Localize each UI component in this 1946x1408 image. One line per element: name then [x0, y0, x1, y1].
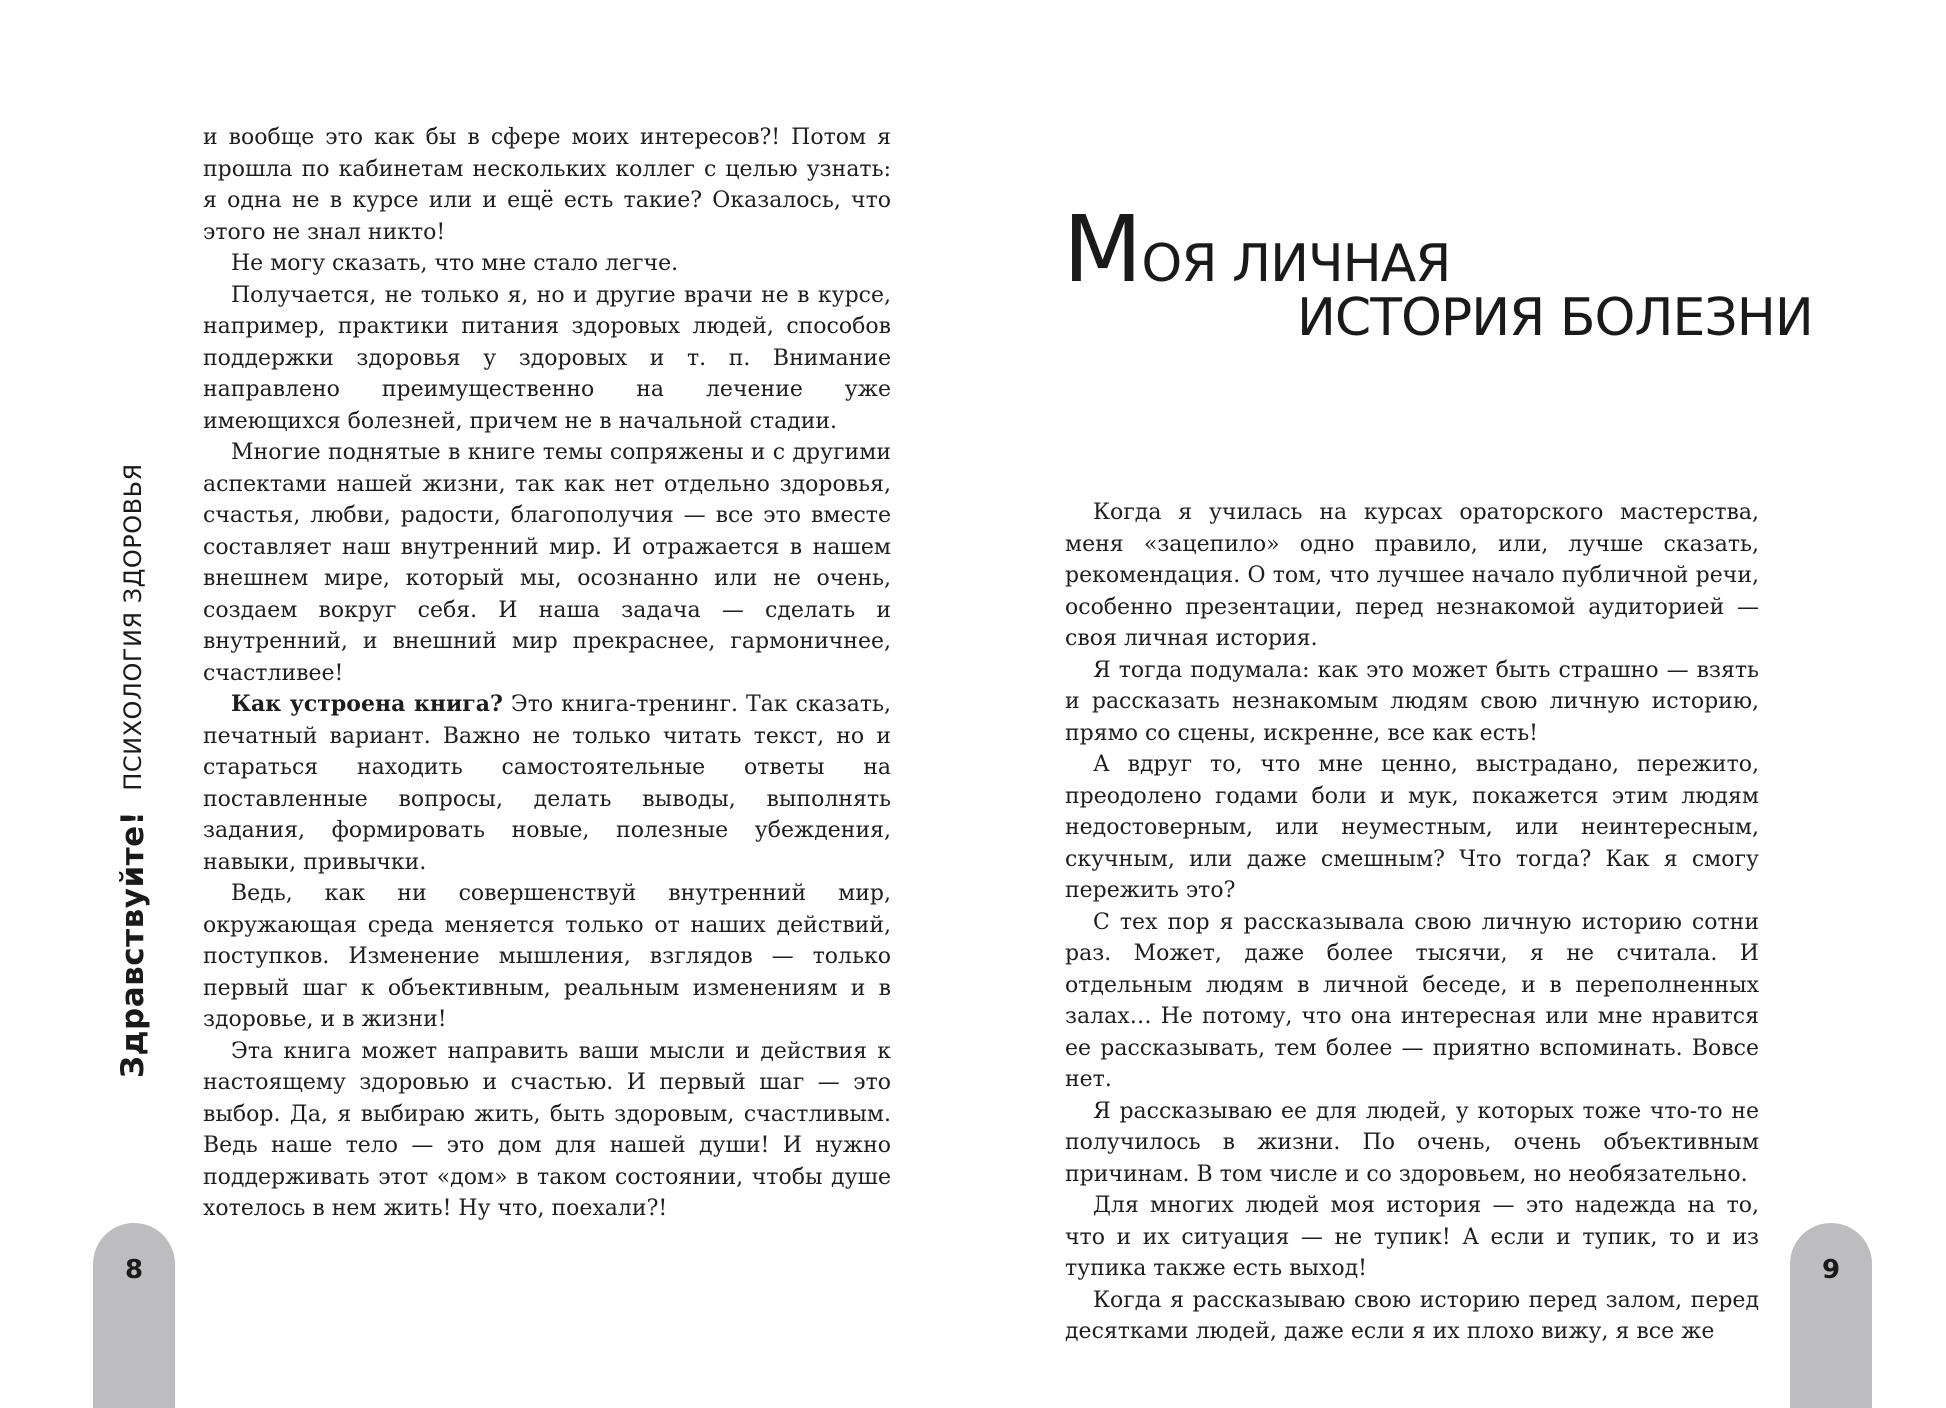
paragraph: Я рассказываю ее для людей, у которых тоже что-то не получилось в жизни. По очень, очень объективным причинам. В том числе и со здоровьем, но необязательно. — [1065, 1098, 1759, 1187]
paragraph: А вдруг то, что мне ценно, выстрадано, пережито, преодолено годами боли и мук, покажется этим людям недостоверным, или неуместным, или неинтересным, скучным, или даже смешным? Что тогда? Как я смогу пережить это? — [1065, 752, 1759, 903]
paragraph: Для многих людей моя история — это надежда на то, что и их ситуация — не тупик! А если и тупик, то и из тупика также есть выход! — [1065, 1193, 1759, 1281]
page-number-right: 9 — [1821, 1255, 1841, 1285]
right-text-column — [1065, 497, 1759, 1348]
paragraph: и вообще это как бы в сфере моих интересов?! Потом я прошла по кабинетам нескольких коллег с целью узнать: я одна не в курсе или и ещё есть такие? Оказалось, что этого не знал никто! — [203, 125, 891, 245]
page-tab-left — [93, 1223, 175, 1408]
book-title: Здравствуйте! — [115, 810, 151, 1078]
page-number-left: 8 — [124, 1255, 144, 1285]
paragraph: Когда я училась на курсах ораторского мастерства, меня «зацепило» одно правило, или, лучше сказать, рекомендация. О том, что лучшее начало публичной речи, особенно презентации, перед незнакомой аудиторией — своя личная история. — [1065, 500, 1759, 651]
paragraph: Я тогда подумала: как это может быть страшно — взять и рассказать незнакомым людям свою личную историю, прямо со сцены, искренне, все как есть! — [1065, 657, 1759, 746]
chapter-title-line2: ИСТОРИЯ БОЛЕЗНИ — [1297, 288, 1813, 348]
paragraph: Ведь, как ни совершенствуй внутренний мир, окружающая среда меняется только от наших действий, поступков. Изменение мышления, взглядов — только первый шаг к объективным, реальным изменениям и в здоровье, и в жизни! — [203, 881, 891, 1032]
paragraph: Многие поднятые в книге темы сопряжены и с другими аспектами нашей жизни, так как нет отдельно здоровья, счастья, любви, радости, благополучия — все это вместе составляет наш внутренний мир. И отражается в нашем внешнем мире, который мы, осознанно или не очень, создаем вокруг себя. И наша задача — сделать и внутренний, и внешний мир прекраснее, гармоничнее, счастливее! — [203, 440, 891, 686]
bold-lead: Как устроена книга? — [231, 691, 503, 717]
book-subtitle: ПСИХОЛОГИЯ ЗДОРОВЬЯ — [119, 463, 147, 791]
paragraph — [203, 689, 891, 878]
paragraph-rest: Это книга-тренинг. Так сказать, печатный вариант. Важно не только читать текст, но и стараться находить самостоятельные ответы на поставленные вопросы, делать выводы, выполнять задания, формировать новые, полезные убеждения, навыки, привычки. — [203, 692, 891, 875]
running-header — [113, 463, 153, 1098]
paragraph: Получается, не только я, но и другие врачи не в курсе, например, практики питания здоровых людей, способов поддержки здоровья у здоровых и т. п. Внимание направлено преимущественно на лечение уже имеющихся болезней, причем не в начальной стадии. — [203, 282, 891, 434]
chapter-title-rest: ОЯ ЛИЧНАЯ — [1141, 234, 1451, 294]
paragraph: Не могу сказать, что мне стало легче. — [231, 251, 679, 276]
left-text-column — [203, 122, 891, 1225]
page-tab-right — [1790, 1223, 1872, 1408]
paragraph: С тех пор я рассказывала свою личную историю сотни раз. Может, даже более тысячи, я не считала. И отдельным людям в личной беседе, и в переполненных залах… Не потому, что она интересная или мне нравится ее рассказывать, тем более — приятно вспоминать. Вовсе нет. — [1065, 909, 1759, 1092]
chapter-initial: М — [1063, 196, 1142, 303]
paragraph: Когда я рассказываю свою историю перед залом, перед десятками людей, даже если я их плохо вижу, я все же — [1065, 1287, 1759, 1344]
paragraph: Эта книга может направить ваши мысли и действия к настоящему здоровью и счастью. И первый шаг — это выбор. Да, я выбираю жить, быть здоровым, счастливым. Ведь наше тело — это дом для нашей души! И нужно поддерживать этот «дом» в таком состоянии, чтобы душе хотелось в нем жить! Ну что, поехали?! — [203, 1038, 891, 1221]
